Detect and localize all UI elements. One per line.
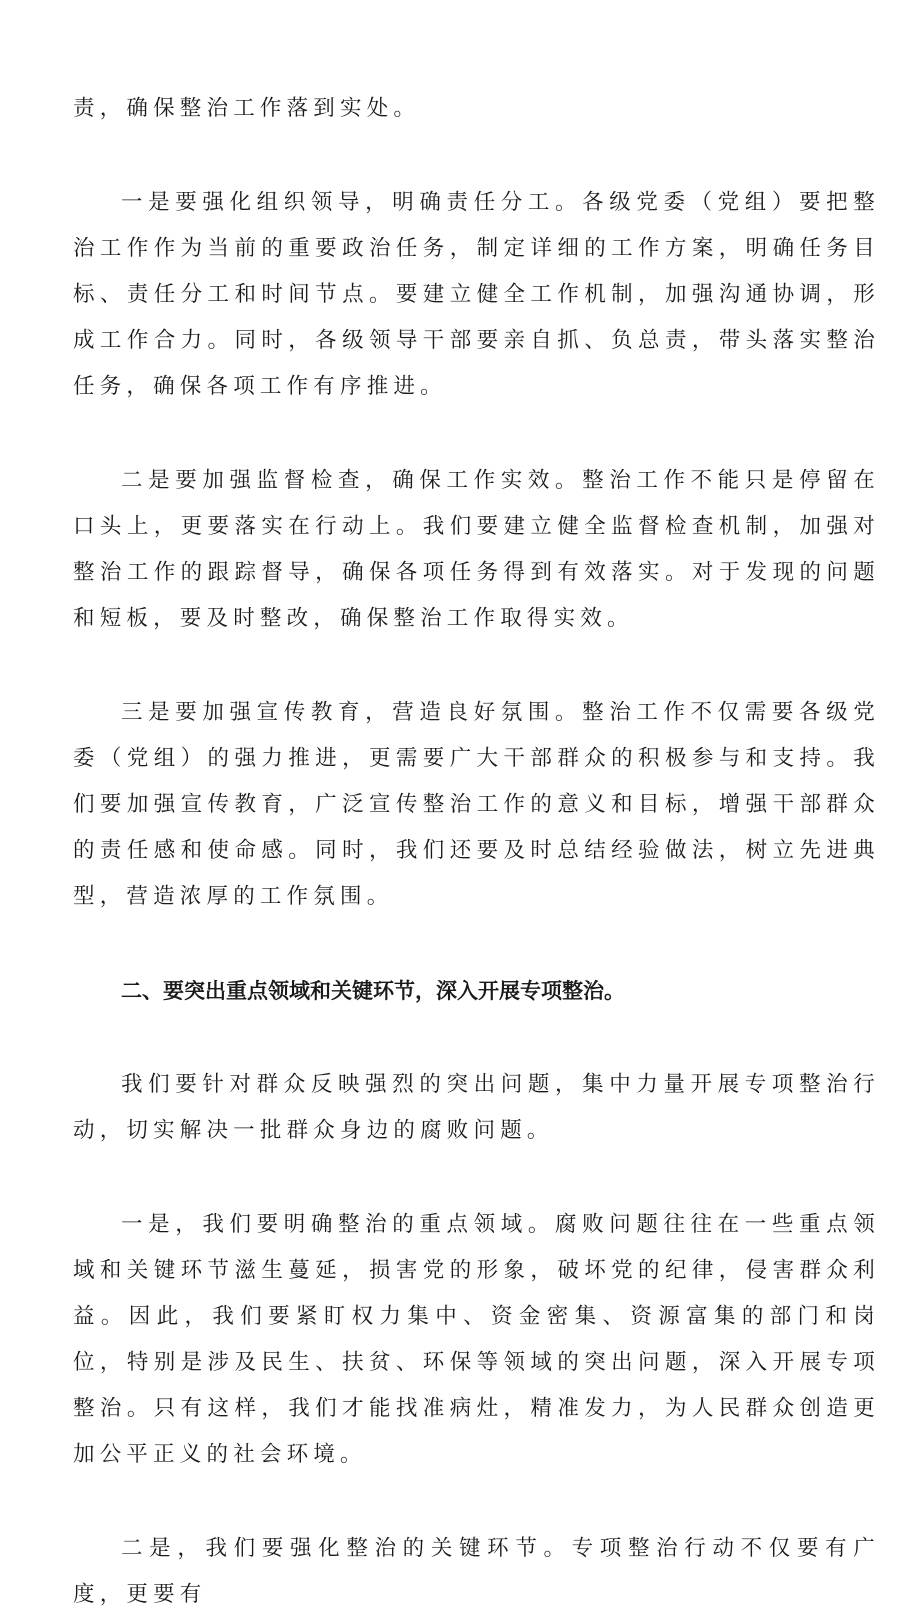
paragraph-publicity: 三是要加强宣传教育，营造良好氛围。整治工作不仅需要各级党委（党组）的强力推进，更需要广大干部群众的积极参与和支持。我们要加强宣传教育，广泛宣传整治工作的意义和目标，增强干部群众的责任感和使命感。同时，我们还要及时总结经验做法，树立先进典型，营造浓厚的工作氛围。 xyxy=(73,700,880,909)
section-heading: 二、要突出重点领域和关键环节，深入开展专项整治。 xyxy=(121,979,625,1003)
paragraph-special-rectification: 我们要针对群众反映强烈的突出问题，集中力量开展专项整治行动，切实解决一批群众身边的腐败问题。 xyxy=(73,1072,880,1143)
paragraph-gap xyxy=(73,1014,880,1062)
paragraph-gap xyxy=(73,410,880,458)
paragraph-key-areas: 一是，我们要明确整治的重点领域。腐败问题往往在一些重点领域和关键环节滋生蔓延，损害党的形象，破坏党的纪律，侵害群众利益。因此，我们要紧盯权力集中、资金密集、资源富集的部门和岗位，特别是涉及民生、扶贫、环保等领域的突出问题，深入开展专项整治。只有这样，我们才能找准病灶，精准发力，为人民群众创造更加公平正义的社会环境。 xyxy=(73,1212,880,1467)
paragraph-gap xyxy=(73,642,880,690)
paragraph-gap xyxy=(73,920,880,968)
paragraph-supervision: 二是要加强监督检查，确保工作实效。整治工作不能只是停留在口头上，更要落实在行动上。我们要建立健全监督检查机制，加强对整治工作的跟踪督导，确保各项任务得到有效落实。对于发现的问题和短板，要及时整改，确保整治工作取得实效。 xyxy=(73,468,880,631)
paragraph-key-links: 二是，我们要强化整治的关键环节。专项整治行动不仅要有广度，更要有 xyxy=(73,1536,880,1607)
paragraph-leadership: 一是要强化组织领导，明确责任分工。各级党委（党组）要把整治工作作为当前的重要政治任务，制定详细的工作方案，明确任务目标、责任分工和时间节点。要建立健全工作机制，加强沟通协调，形成工作合力。同时，各级领导干部要亲自抓、负总责，带头落实整治任务，确保各项工作有序推进。 xyxy=(73,190,880,399)
paragraph-continuation: 责，确保整治工作落到实处。 xyxy=(73,96,421,121)
paragraph-gap xyxy=(73,1154,880,1202)
paragraph-gap xyxy=(73,132,880,180)
paragraph-gap xyxy=(73,1478,880,1526)
